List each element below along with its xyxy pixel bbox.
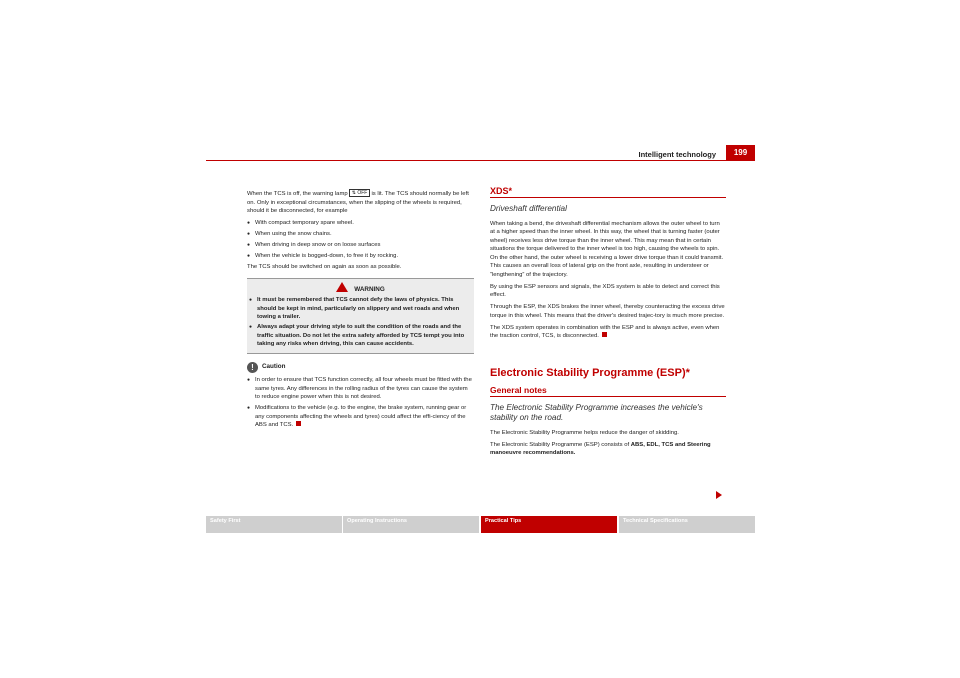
caution-title: Caution <box>262 363 286 371</box>
caution-heading <box>247 362 474 373</box>
caution-item <box>247 404 474 430</box>
continue-arrow-icon <box>716 491 722 499</box>
left-column <box>247 189 474 433</box>
esp-components-paragraph <box>490 441 726 458</box>
right-column <box>490 187 726 461</box>
warning-title: WARNING <box>354 285 385 293</box>
xds-paragraph <box>490 324 726 341</box>
warning-heading <box>249 282 472 295</box>
caution-exclamation-icon: ! <box>247 362 258 373</box>
section-end-marker-icon <box>296 421 301 426</box>
running-header-title: Intelligent technology <box>638 150 716 159</box>
page-number-badge: 199 <box>726 145 755 160</box>
tcs-intro-paragraph <box>247 189 474 216</box>
esp-components-bold: ABS, EDL, TCS and Steering manoeuvre recommendations. <box>490 441 711 456</box>
footer-tab-technical-specifications[interactable]: Technical Specifications <box>619 516 755 533</box>
list-item: ● When using the snow chains. <box>247 230 474 239</box>
esp-paragraph: The Electronic Stability Programme helps reduce the danger of skidding. <box>490 429 679 436</box>
list-item: ● When the vehicle is bogged-down, to free it by rocking. <box>247 252 474 261</box>
esp-components-text: The Electronic Stability Programme (ESP) consists of <box>490 441 630 448</box>
xds-paragraph: By using the ESP sensors and signals, the XDS system is able to detect and correct this effect. <box>490 283 720 298</box>
general-notes-heading: General notes <box>490 386 726 397</box>
xds-paragraph: When taking a bend, the driveshaft differential mechanism allows the outer wheel to turn at a higher speed than the inner wheel. In this way, the wheel that is turning faster (outer wheel) receives less drive torque than the inner wheel. This may mean that in certain situations the torque delivered to the inner wheel is too high, causing the wheels to spin. On the other hand, the outer wheel is receiving a lower drive torque than it could transmit. This causes an overall loss of lateral grip on the front axle, resulting in understeer or “lengthening” of the trajectory. <box>490 220 724 278</box>
warning-item: ● Always adapt your driving style to suit the condition of the roads and the traffic situation. Do not let the extra safety afforded by TCS tempt you into taking any risks when driving, this can cause accidents. <box>249 323 472 349</box>
footer-tab-safety-first[interactable]: Safety First <box>206 516 342 533</box>
warning-triangle-icon <box>336 282 348 292</box>
warning-box <box>247 278 474 355</box>
tcs-off-lamp-icon: ⇅ OFF <box>349 189 370 197</box>
warning-item: ● It must be remembered that TCS cannot defy the laws of physics. This should be kept in mind, particularly on slippery and wet roads and when towing a trailer. <box>249 296 472 322</box>
general-notes-subheading: The Electronic Stability Programme increases the vehicle's stability on the road. <box>490 402 703 422</box>
caution-item: ● In order to ensure that TCS function correctly, all four wheels must be fitted with the same tyres. Any differences in the rolling radius of the tyres can cause the system to reduce engine power when this is not desired. <box>247 376 474 402</box>
list-item: ● With compact temporary spare wheel. <box>247 219 474 228</box>
section-end-marker-icon <box>602 332 607 337</box>
xds-heading: XDS* <box>490 187 726 198</box>
tcs-switch-on-paragraph: The TCS should be switched on again as soon as possible. <box>247 264 402 271</box>
xds-subheading: Driveshaft differential <box>490 203 567 213</box>
esp-heading: Electronic Stability Programme (ESP)* <box>490 366 690 379</box>
footer-tab-practical-tips[interactable]: Practical Tips <box>481 516 617 533</box>
intro-text-after: is lit. The TCS should normally be left on. Only in exceptional circumstances, when the slipping of the wheels is required, should it be disconnected, for example <box>247 191 469 214</box>
caution-item-text: Modifications to the vehicle (e.g. to the engine, the brake system, running gear or any components affecting the wheels and tyres) could affect the effi-ciency of the ABS and TCS. <box>255 405 467 429</box>
intro-text-before: When the TCS is off, the warning lamp <box>247 191 348 197</box>
footer-tab-operating-instructions[interactable]: Operating Instructions <box>343 516 479 533</box>
xds-paragraph: Through the ESP, the XDS brakes the inner wheel, thereby counteracting the excess drive torque in this wheel. This means that the driver's desired trajec-tory is much more precise. <box>490 304 725 319</box>
list-item: ● When driving in deep snow or on loose surfaces <box>247 241 474 250</box>
header-rule <box>206 160 755 161</box>
xds-paragraph-text: The XDS system operates in combination with the ESP and is always active, even when the traction control, TCS, is disconnected. <box>490 324 720 339</box>
